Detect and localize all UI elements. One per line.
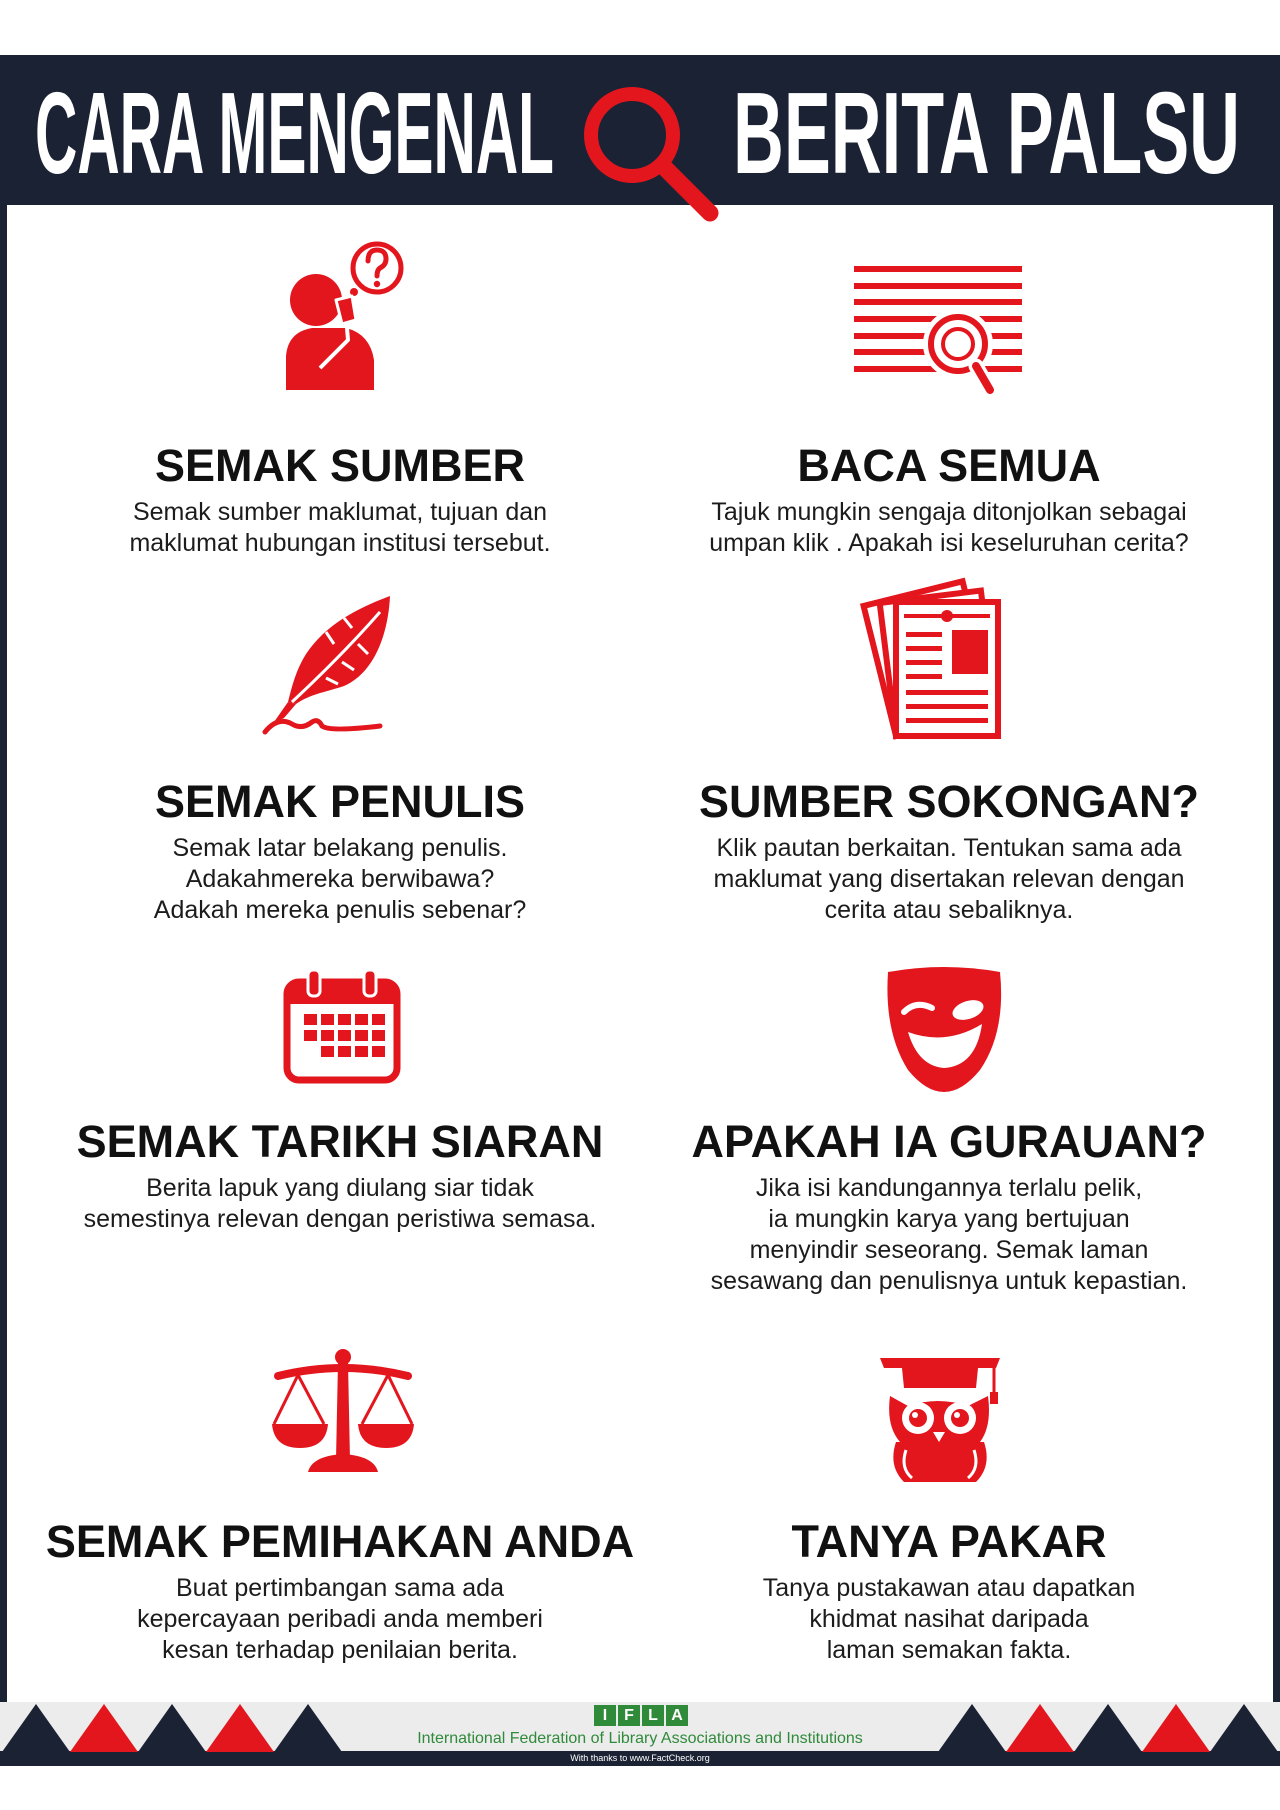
- organization-name: International Federation of Library Associations and Institutions: [417, 1730, 863, 1747]
- section-text-line: sesawang dan penulisnya untuk kepastian.: [710, 1267, 1188, 1295]
- scales-icon: [270, 1348, 416, 1476]
- section-heading: SEMAK PENULIS: [154, 776, 526, 827]
- title-right: BERITA PALSU: [733, 68, 1240, 198]
- section-text-line: Adakah mereka penulis sebenar?: [153, 896, 527, 924]
- section-text-line: cerita atau sebaliknya.: [824, 896, 1074, 924]
- owl-graduate-icon: [880, 1356, 1006, 1486]
- section-text-line: Klik pautan berkaitan. Tentukan sama ada: [716, 834, 1182, 862]
- mask-icon: [884, 966, 1004, 1094]
- logo-letter: L: [642, 1705, 664, 1726]
- section-text-line: maklumat yang disertakan relevan dengan: [713, 865, 1185, 893]
- section-text-line: umpan klik . Apakah isi keseluruhan cerita?: [709, 529, 1189, 557]
- section-baca-semua: [640, 440, 1258, 559]
- section-text-line: Tajuk mungkin sengaja ditonjolkan sebagai: [711, 498, 1187, 526]
- calendar-icon: [282, 968, 402, 1084]
- section-text-line: Buat pertimbangan sama ada: [176, 1574, 504, 1602]
- section-text-line: Jika isi kandungannya terlalu pelik,: [755, 1174, 1143, 1202]
- content-panel: [0, 205, 1280, 1702]
- logo-letter: F: [618, 1705, 640, 1726]
- section-text-line: kepercayaan peribadi anda memberi: [137, 1605, 543, 1633]
- section-semak-tarikh-siaran: [30, 1116, 650, 1235]
- section-heading: SEMAK PEMIHAKAN ANDA: [45, 1516, 635, 1567]
- section-semak-penulis: [30, 776, 650, 926]
- credit-text: With thanks to www.FactCheck.org: [570, 1753, 710, 1763]
- section-heading: TANYA PAKAR: [791, 1516, 1107, 1567]
- section-semak-pemihakan-anda: [30, 1516, 650, 1666]
- title-left: CARA MENGENAL: [35, 68, 554, 198]
- ifla-logo: [594, 1705, 688, 1726]
- section-heading: SEMAK TARIKH SIARAN: [76, 1116, 604, 1167]
- section-text-line: kesan terhadap penilaian berita.: [162, 1636, 518, 1664]
- section-heading: SEMAK SUMBER: [154, 440, 526, 491]
- section-heading: BACA SEMUA: [797, 440, 1101, 491]
- section-text-line: Semak sumber maklumat, tujuan dan: [132, 498, 548, 526]
- section-text-line: semestinya relevan dengan peristiwa semasa.: [83, 1205, 597, 1233]
- section-text-line: maklumat hubungan institusi tersebut.: [129, 529, 551, 557]
- section-text-line: ia mungkin karya yang bertujuan: [768, 1205, 1130, 1233]
- section-text-line: Tanya pustakawan atau dapatkan: [762, 1574, 1136, 1602]
- section-tanya-pakar: [640, 1516, 1258, 1666]
- quill-icon: [262, 594, 394, 738]
- section-apakah-ia-gurauan: [640, 1116, 1258, 1297]
- section-text-line: khidmat nasihat daripada: [809, 1605, 1089, 1633]
- section-heading: APAKAH IA GURAUAN?: [691, 1116, 1207, 1167]
- section-text-line: laman semakan fakta.: [826, 1636, 1072, 1664]
- header-banner: [0, 55, 1280, 225]
- thinking-person-icon: [282, 236, 410, 392]
- section-text-line: menyindir seseorang. Semak laman: [749, 1236, 1149, 1264]
- section-text-line: Berita lapuk yang diulang siar tidak: [146, 1174, 534, 1202]
- section-semak-sumber: [30, 440, 650, 559]
- logo-letter: I: [594, 1705, 616, 1726]
- logo-letter: A: [666, 1705, 688, 1726]
- section-sumber-sokongan: [640, 776, 1258, 926]
- document-magnifier-icon: [852, 262, 1028, 396]
- section-text-line: Adakahmereka berwibawa?: [185, 865, 495, 893]
- section-heading: SUMBER SOKONGAN?: [698, 776, 1199, 827]
- section-text-line: Semak latar belakang penulis.: [172, 834, 508, 862]
- newspaper-icon: [862, 598, 1004, 742]
